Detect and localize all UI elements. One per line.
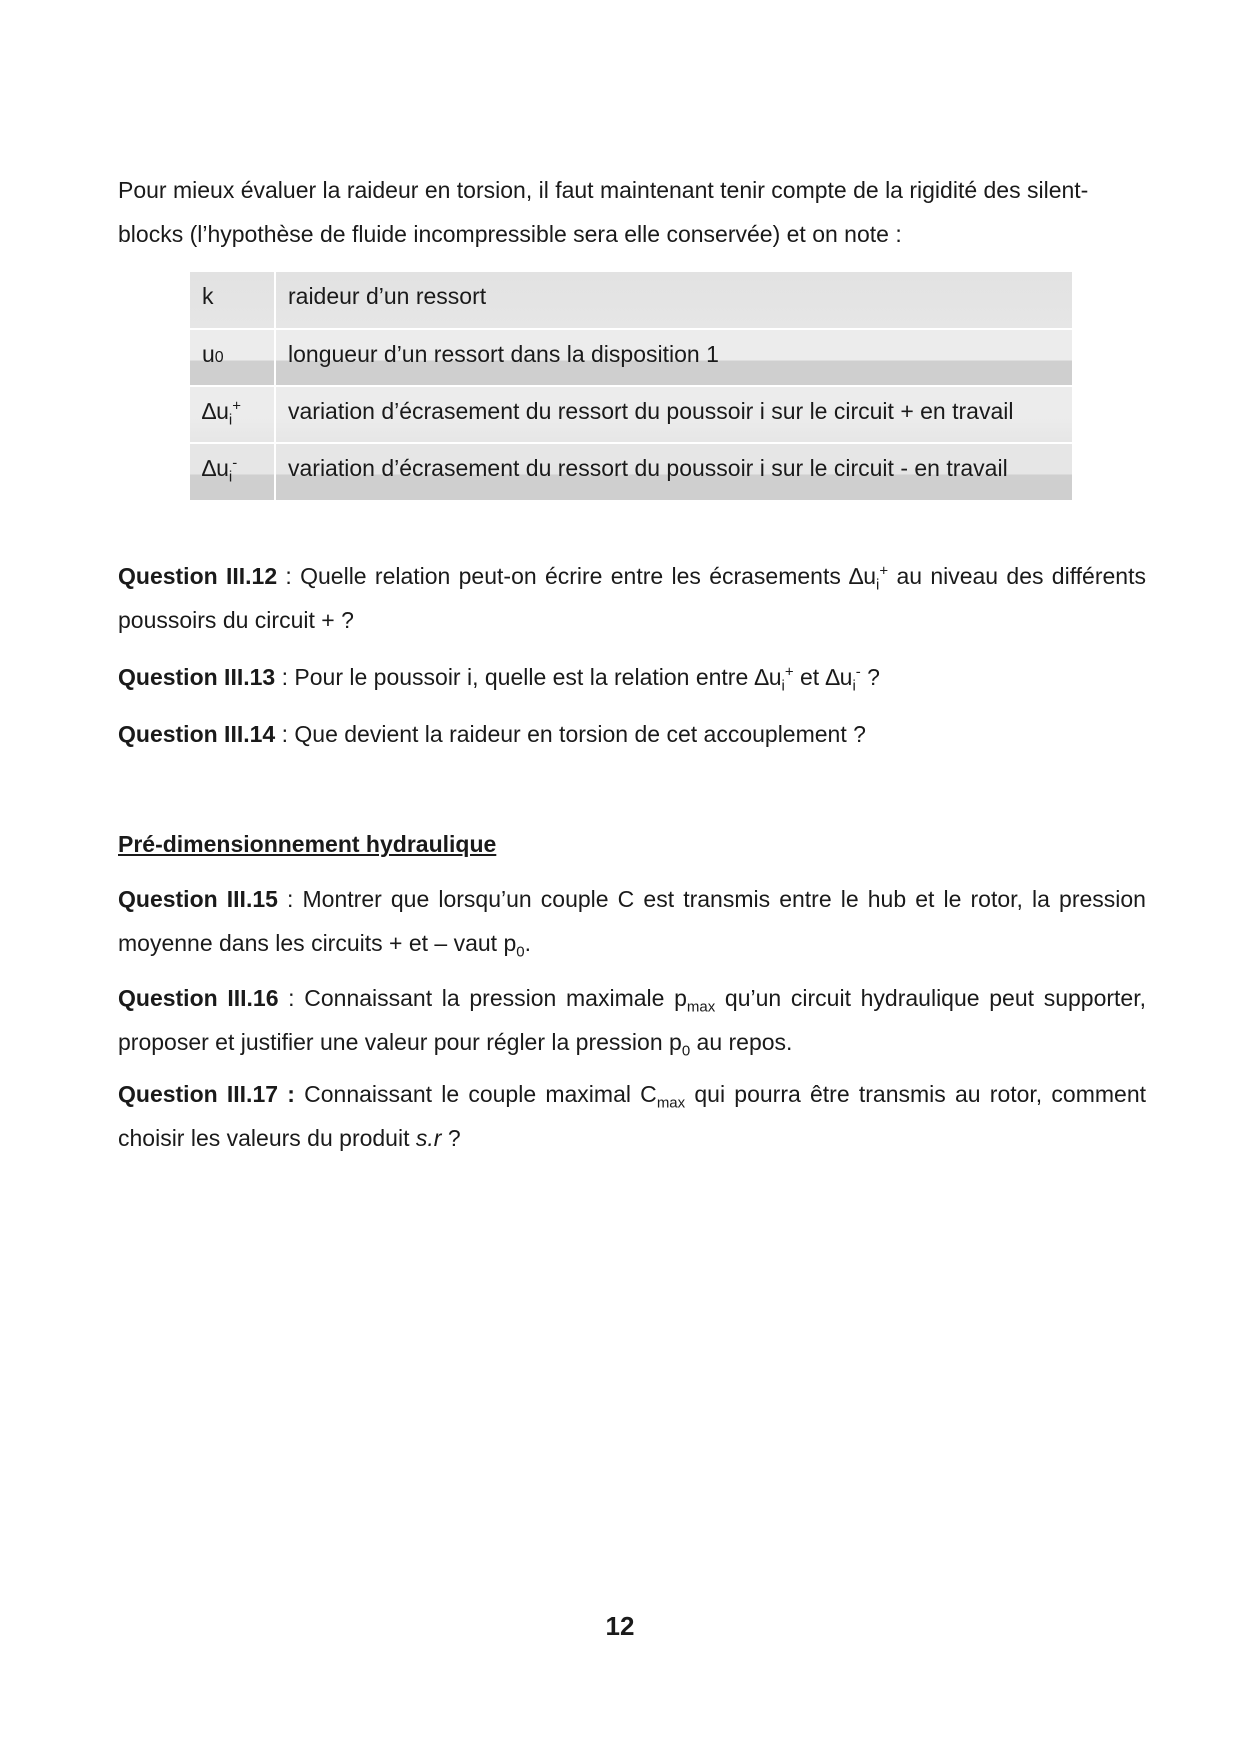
question-label: Question III.14	[118, 721, 276, 747]
intro-line-1: Pour mieux évaluer la raideur en torsion, il faut maintenant tenir compte de la rigidité des silent-	[118, 177, 1089, 203]
question-12: Question III.12 : Quelle relation peut-on écrire entre les écrasements $\Delta u_i^+$ au niveau des différents poussoirs du circuit + ?	[118, 562, 1146, 633]
question-16: Question III.16 : Connaissant la pression maximale $p_{max}$ qu’un circuit hydraulique peut supporter, proposer et justifier une valeur pour régler la pression $p_0$ au repos.	[118, 985, 1146, 1060]
section-title: Pré-dimensionnement hydraulique	[118, 831, 497, 857]
question-label: Question III.17 :	[118, 1081, 295, 1107]
question-13: Question III.13 : Pour le poussoir i, quelle est la relation entre $\Delta u_i^+$ et $\Delta u_i^-$ ?	[118, 663, 880, 695]
question-label: Question III.13	[118, 664, 276, 690]
definition-cell: variation d’écrasement du ressort du poussoir i sur le circuit - en travail	[275, 443, 1072, 500]
table-row	[190, 329, 1072, 386]
table-row	[190, 272, 1072, 329]
symbol-cell: $\Delta u_i^+$	[190, 386, 275, 443]
table-row	[190, 443, 1072, 500]
intro-line-2: blocks (l’hypothèse de fluide incompressible sera elle conservée) et on note :	[118, 221, 902, 247]
page-number: 12	[605, 1611, 635, 1641]
intro-paragraph	[118, 168, 1146, 256]
definition-cell: longueur d’un ressort dans la disposition 1	[275, 329, 1072, 386]
symbol-cell: u0	[190, 329, 275, 386]
notation-table	[190, 272, 1072, 500]
definition-cell: variation d’écrasement du ressort du poussoir i sur le circuit + en travail	[275, 386, 1072, 443]
table-row	[190, 386, 1072, 443]
symbol-cell: k	[190, 272, 275, 329]
question-label: Question III.16	[118, 985, 279, 1011]
question-label: Question III.12	[118, 563, 278, 589]
question-17: Question III.17 : Connaissant le couple maximal $C_{max}$ qui pourra être transmis au rotor, comment choisir les valeurs du produit s.r ?	[118, 1081, 1146, 1151]
symbol-cell: $\Delta u_i^-$	[190, 443, 275, 500]
question-15: Question III.15 : Montrer que lorsqu’un couple C est transmis entre le hub et le rotor, la pression moyenne dans les circuits + et – vaut $p_0$.	[118, 886, 1146, 961]
question-label: Question III.15	[118, 886, 278, 912]
question-14: Question III.14 : Que devient la raideur en torsion de cet accouplement ?	[118, 721, 866, 747]
definition-cell: raideur d’un ressort	[288, 283, 487, 309]
